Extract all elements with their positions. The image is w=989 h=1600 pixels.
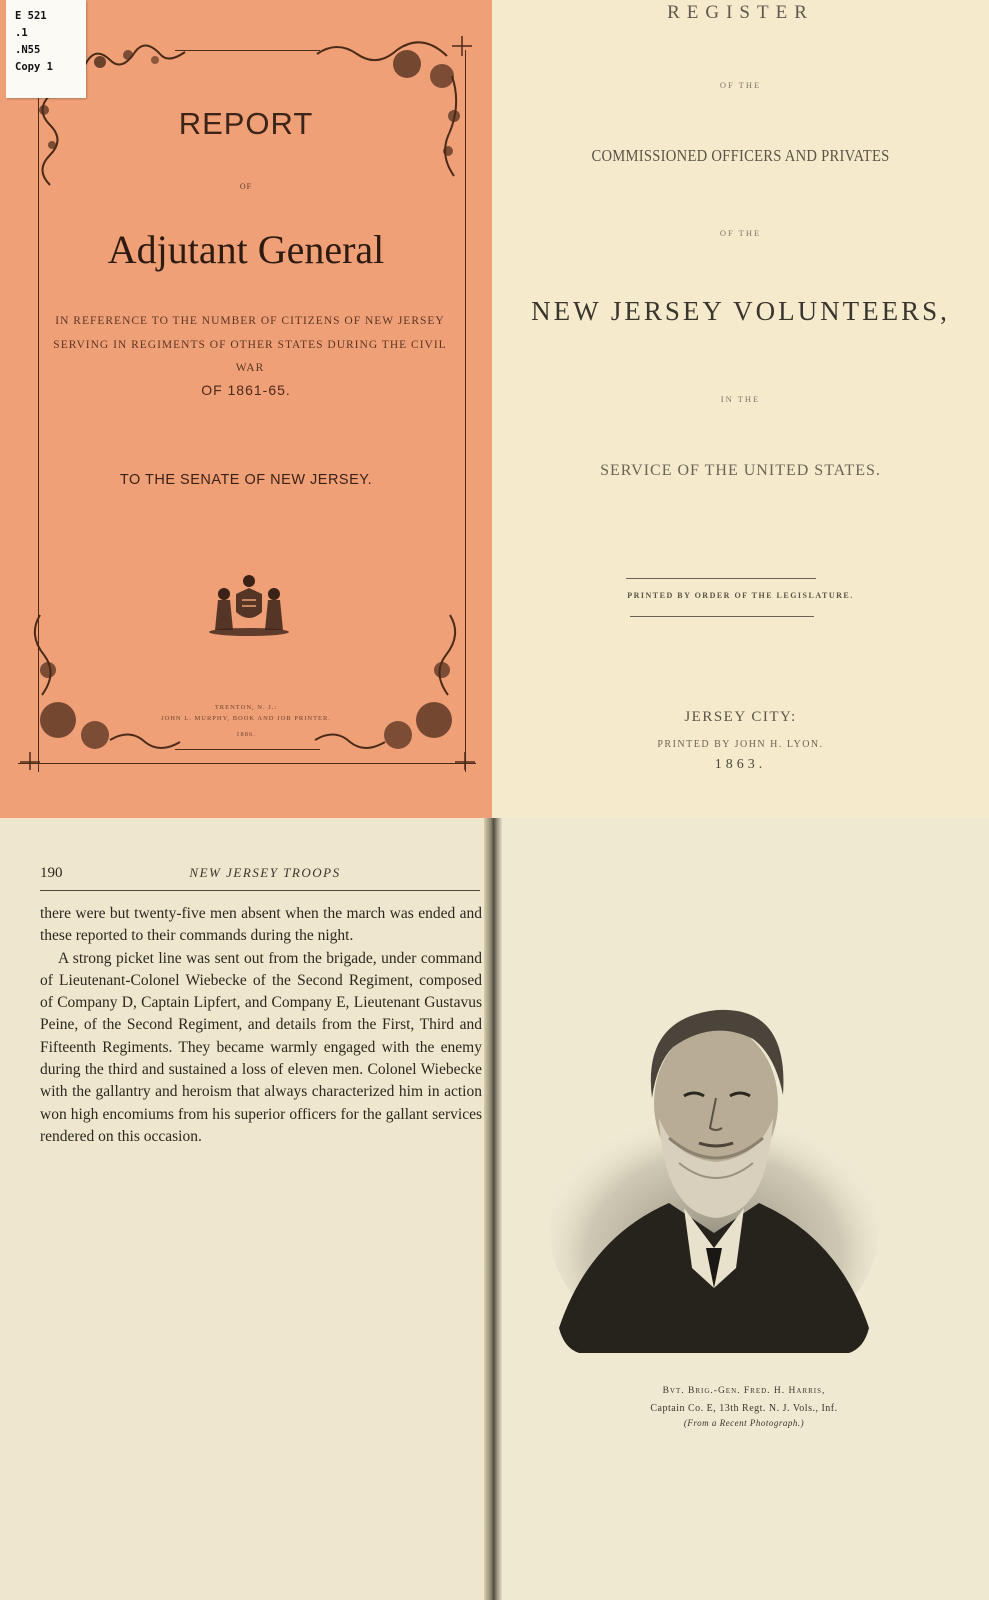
body-paragraph: there were but twenty-five men absent when the march was ended and these reported to their commands during the night.	[40, 905, 482, 945]
lower-rule	[630, 616, 814, 617]
report-years: OF 1861-65.	[201, 382, 291, 398]
register-printed-by-order: PRINTED BY ORDER OF THE LEGISLATURE.	[627, 591, 854, 600]
register-city: JERSEY CITY:	[684, 709, 797, 725]
register-service: SERVICE OF THE UNITED STATES.	[600, 462, 881, 479]
text-page-panel	[0, 818, 494, 1600]
book-gutter	[494, 818, 502, 1600]
header-rule	[40, 890, 480, 891]
portrait-page-panel	[494, 818, 989, 1600]
register-volunteers: NEW JERSEY VOLUNTEERS,	[531, 296, 950, 326]
library-catalog-label	[6, 0, 86, 98]
running-header: NEW JERSEY TROOPS	[189, 865, 341, 880]
register-title-panel	[492, 0, 989, 818]
register-in-the: IN THE	[720, 394, 761, 404]
report-description: IN REFERENCE TO THE NUMBER OF CITIZENS OF NEW JERSEY SERVING IN REGIMENTS OF OTHER STATES DURING THE CIVIL WAR	[53, 315, 447, 374]
portrait-engraving	[544, 998, 884, 1353]
portrait-caption-source: (From a Recent Photograph.)	[683, 1418, 805, 1428]
report-address: TO THE SENATE OF NEW JERSEY.	[119, 472, 373, 488]
register-of-the-2: OF THE	[719, 228, 762, 238]
imprint-place: TRENTON, N. J.:	[214, 704, 278, 711]
body-paragraph: A strong picket line was sent out from the brigade, under command of Lieutenant-Colonel Wiebecke of the Second Regiment, composed of Company D, Captain Lipfert, and Company E, Lieutenant Gustavus Peine, of the Second Regiment, and details from the First, Third and Fifteenth Regiments. They became warmly engaged with the enemy during the third and sustained a loss of eleven men. Colonel Wiebecke with the gallantry and heroism that always characterized him in action won high encomiums from his superior officers for the gallant services rendered on this occasion.	[40, 949, 482, 1145]
portrait-caption-rank: Captain Co. E, 13th Regt. N. J. Vols., Inf.	[650, 1403, 838, 1414]
register-of-the: OF THE	[719, 80, 762, 90]
top-left-ornament	[80, 40, 190, 90]
book-gutter	[484, 818, 494, 1600]
frame-bottom-rule	[175, 749, 320, 750]
imprint-printer: JOHN L. MURPHY, BOOK AND JOB PRINTER.	[161, 715, 331, 722]
imprint-year: 1886.	[236, 731, 256, 738]
report-of: OF	[239, 182, 253, 191]
portrait-caption-name: Bvt. Brig.-Gen. Fred. H. Harris,	[662, 1386, 826, 1396]
bottom-right-ornament	[310, 610, 480, 770]
catalog-line: .N55	[15, 44, 41, 56]
report-cover-panel	[0, 0, 492, 818]
catalog-line: .1	[15, 27, 28, 39]
page-number: 190	[40, 865, 63, 881]
frame-top-rule	[175, 50, 320, 51]
upper-rule	[626, 578, 816, 579]
register-year: 1863.	[714, 757, 767, 772]
state-seal-icon	[206, 572, 292, 638]
register-printer: PRINTED BY JOHN H. LYON.	[657, 739, 824, 750]
catalog-line: E 521	[15, 10, 47, 22]
catalog-line: Copy 1	[15, 61, 53, 73]
page-body	[40, 903, 482, 1148]
report-subject: Adjutant General	[107, 227, 385, 272]
bottom-left-ornament	[20, 610, 190, 770]
report-title: REPORT	[178, 106, 314, 141]
register-title: REGISTER	[667, 2, 814, 23]
register-officers: COMMISSIONED OFFICERS AND PRIVATES	[591, 146, 890, 165]
